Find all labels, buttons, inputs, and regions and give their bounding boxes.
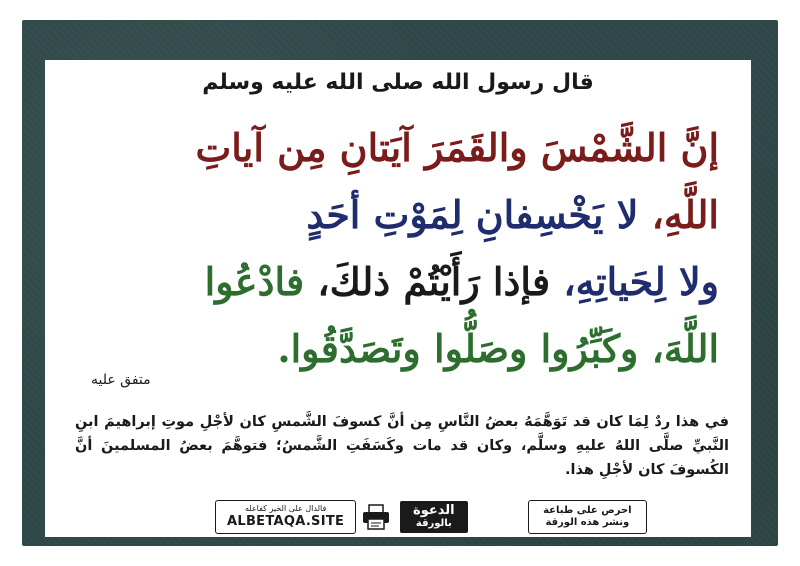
hadith-segment: فادْعُوا (204, 259, 305, 304)
hadith-line-1 (85, 114, 719, 181)
hadith-card (45, 60, 751, 537)
site-slogan: فالدال على الخير كفاعله (244, 504, 327, 513)
logo-line-2: بالورقة (415, 518, 452, 529)
hadith-segment: اللَّهِ، (638, 192, 719, 237)
commentary-text: في هذا ردٌ لِمَا كان قد تَوَهَّمَهُ بعضُ النَّاسِ مِن أنَّ كسوفَ الشَّمسِ كان لأجْلِ موتِ إبراهيمَ ابنِ النَّبيِّ صلَّى اللهُ عليهِ وسلَّم، وكان قد مات وكَسَفَتِ الشَّمسُ؛ فتوهَّمَ بعضُ المسلمينَ أنَّ الكُسوفَ كان لأجْلِ هذا. (75, 414, 729, 478)
logo-box (396, 500, 472, 534)
hadith-text (85, 114, 719, 382)
header-title: قال رسول الله صلى الله عليه وسلم (202, 70, 594, 95)
reminder-line-2: ونشر هذه الورقة (545, 517, 630, 528)
footer-bar (215, 500, 647, 534)
dawah-logo (400, 501, 468, 533)
printer-icon (361, 503, 391, 531)
hadith-line-4 (85, 315, 719, 382)
hadith-segment: إنَّ الشَّمْسَ والقَمَرَ آيَتانِ مِن آياتِ (195, 125, 719, 170)
hadith-source: متفق عليه (91, 372, 151, 388)
hadith-segment: ولا لِحَياتِهِ، (550, 259, 719, 304)
print-button[interactable] (356, 500, 396, 534)
reminder-line-1: احرص على طباعة (543, 505, 632, 516)
hadith-segment: لا يَخْسِفانِ لِمَوْتِ أحَدٍ (306, 192, 639, 237)
logo-line-1: الدعوة (413, 503, 455, 518)
site-box[interactable] (215, 500, 356, 534)
print-reminder-box (528, 500, 647, 534)
hadith-segment: فإذا رَأَيْتُمْ ذلكَ، (304, 259, 551, 304)
hadith-segment: اللَّهَ، وكَبِّرُوا وصَلُّوا وتَصَدَّقُوا. (277, 326, 719, 371)
hadith-line-2 (85, 181, 719, 248)
site-url[interactable]: ALBETAQA.SITE (227, 514, 345, 529)
hadith-line-3 (85, 248, 719, 315)
